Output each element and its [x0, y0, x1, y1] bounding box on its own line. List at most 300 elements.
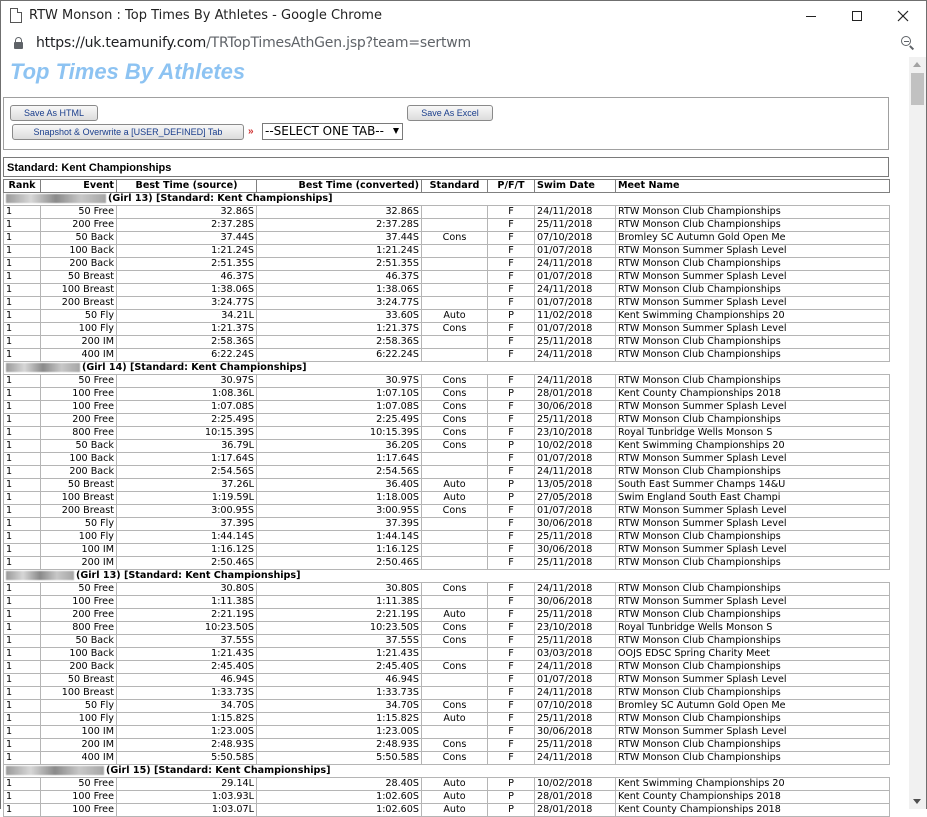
table-cell: [422, 557, 488, 570]
table-cell: 6:22.24S: [117, 349, 257, 362]
title-bar: [1, 1, 926, 31]
table-row: [4, 375, 890, 388]
table-cell: RTW Monson Club Championships: [616, 635, 890, 648]
table-row: [4, 648, 890, 661]
table-cell: 37.39S: [257, 518, 422, 531]
table-cell: 28/01/2018: [535, 791, 616, 804]
table-row: [4, 674, 890, 687]
table-cell: 2:21.19S: [257, 609, 422, 622]
table-cell: 200 IM: [41, 336, 117, 349]
table-cell: [422, 453, 488, 466]
table-cell: Cons: [422, 414, 488, 427]
table-cell: 01/07/2018: [535, 245, 616, 258]
table-cell: 32.86S: [117, 206, 257, 219]
table-cell: 36.20S: [257, 440, 422, 453]
table-cell: F: [488, 544, 535, 557]
table-cell: [422, 518, 488, 531]
column-header[interactable]: Best Time (converted): [257, 180, 422, 193]
athlete-group-row: [4, 362, 890, 375]
table-cell: 2:51.35S: [117, 258, 257, 271]
table-cell: Bromley SC Autumn Gold Open Me: [616, 700, 890, 713]
scrollbar-thumb[interactable]: [911, 73, 924, 105]
table-cell: 100 IM: [41, 726, 117, 739]
table-cell: F: [488, 466, 535, 479]
table-cell: 2:54.56S: [257, 466, 422, 479]
table-cell: 1: [4, 687, 41, 700]
table-cell: [422, 544, 488, 557]
table-cell: 1:38.06S: [117, 284, 257, 297]
table-cell: 50 Breast: [41, 674, 117, 687]
table-row: [4, 232, 890, 245]
table-cell: Auto: [422, 609, 488, 622]
table-cell: 50 Breast: [41, 479, 117, 492]
table-cell: F: [488, 219, 535, 232]
table-cell: Cons: [422, 427, 488, 440]
table-cell: F: [488, 700, 535, 713]
table-cell: 1:16.12S: [257, 544, 422, 557]
table-cell: RTW Monson Summer Splash Level: [616, 401, 890, 414]
table-cell: 1:33.73S: [117, 687, 257, 700]
table-cell: 46.94S: [257, 674, 422, 687]
table-cell: 1:11.38S: [117, 596, 257, 609]
snapshot-overwrite-button[interactable]: Snapshot & Overwrite a [USER_DEFINED] Tab: [12, 124, 244, 140]
table-cell: 1: [4, 609, 41, 622]
url-text[interactable]: [36, 35, 471, 51]
table-row: [4, 531, 890, 544]
table-cell: 34.21L: [117, 310, 257, 323]
redacted-name: [6, 571, 74, 580]
table-cell: 36.40S: [257, 479, 422, 492]
table-cell: 1: [4, 544, 41, 557]
column-header[interactable]: Meet Name: [616, 180, 890, 193]
table-cell: Swim England South East Champi: [616, 492, 890, 505]
close-icon: [897, 10, 909, 22]
table-cell: P: [488, 778, 535, 791]
table-cell: 46.37S: [117, 271, 257, 284]
table-cell: 3:00.95S: [257, 505, 422, 518]
table-cell: F: [488, 271, 535, 284]
table-row: [4, 622, 890, 635]
table-row: [4, 739, 890, 752]
table-cell: Auto: [422, 479, 488, 492]
table-cell: F: [488, 739, 535, 752]
close-button[interactable]: [880, 1, 926, 31]
table-cell: RTW Monson Club Championships: [616, 258, 890, 271]
table-cell: 28/01/2018: [535, 804, 616, 817]
table-row: [4, 258, 890, 271]
table-cell: RTW Monson Club Championships: [616, 752, 890, 765]
table-cell: F: [488, 661, 535, 674]
table-cell: [422, 531, 488, 544]
table-cell: 24/11/2018: [535, 284, 616, 297]
table-cell: 25/11/2018: [535, 336, 616, 349]
table-cell: 1:23.00S: [117, 726, 257, 739]
table-cell: 1: [4, 375, 41, 388]
table-cell: 2:37.28S: [257, 219, 422, 232]
table-cell: 200 Back: [41, 258, 117, 271]
table-cell: 2:58.36S: [257, 336, 422, 349]
table-cell: [422, 336, 488, 349]
table-cell: 2:50.46S: [257, 557, 422, 570]
scroll-up-icon[interactable]: [913, 62, 921, 67]
table-cell: 1:02.60S: [257, 791, 422, 804]
table-cell: Cons: [422, 583, 488, 596]
table-cell: 1: [4, 258, 41, 271]
column-header[interactable]: Standard: [422, 180, 488, 193]
table-cell: 100 Fly: [41, 713, 117, 726]
table-cell: P: [488, 804, 535, 817]
table-cell: RTW Monson Summer Splash Level: [616, 674, 890, 687]
table-cell: 50 Fly: [41, 310, 117, 323]
table-cell: 2:21.19S: [117, 609, 257, 622]
table-cell: RTW Monson Club Championships: [616, 661, 890, 674]
table-cell: 46.37S: [257, 271, 422, 284]
table-cell: F: [488, 349, 535, 362]
table-cell: South East Summer Champs 14&U: [616, 479, 890, 492]
table-cell: 1: [4, 310, 41, 323]
table-cell: 1: [4, 739, 41, 752]
table-cell: 1:21.24S: [117, 245, 257, 258]
table-cell: 1: [4, 531, 41, 544]
table-row: [4, 596, 890, 609]
table-cell: Cons: [422, 232, 488, 245]
table-row: [4, 427, 890, 440]
table-cell: 01/07/2018: [535, 453, 616, 466]
athlete-group-label: [4, 362, 890, 375]
table-cell: 1:02.60S: [257, 804, 422, 817]
column-header[interactable]: Best Time (source): [117, 180, 257, 193]
table-row: [4, 453, 890, 466]
table-cell: F: [488, 726, 535, 739]
table-cell: [422, 297, 488, 310]
table-cell: 2:45.40S: [117, 661, 257, 674]
table-cell: RTW Monson Summer Splash Level: [616, 505, 890, 518]
table-cell: 1: [4, 700, 41, 713]
table-cell: 1:21.24S: [257, 245, 422, 258]
table-cell: 100 Back: [41, 245, 117, 258]
table-cell: Cons: [422, 388, 488, 401]
table-row: [4, 271, 890, 284]
table-cell: 100 Breast: [41, 492, 117, 505]
table-cell: 1: [4, 635, 41, 648]
table-cell: Bromley SC Autumn Gold Open Me: [616, 232, 890, 245]
table-cell: P: [488, 791, 535, 804]
maximize-icon: [852, 11, 862, 21]
table-cell: F: [488, 258, 535, 271]
table-cell: 200 Free: [41, 414, 117, 427]
table-cell: Auto: [422, 791, 488, 804]
athlete-group-label: [4, 570, 890, 583]
table-cell: 30/06/2018: [535, 726, 616, 739]
table-row: [4, 544, 890, 557]
table-cell: 100 Free: [41, 791, 117, 804]
table-cell: 1: [4, 453, 41, 466]
table-cell: F: [488, 674, 535, 687]
table-cell: 11/02/2018: [535, 310, 616, 323]
table-cell: 1: [4, 583, 41, 596]
tab-select-value: --SELECT ONE TAB--: [265, 124, 384, 138]
table-cell: [422, 687, 488, 700]
table-cell: 30.97S: [257, 375, 422, 388]
table-cell: 50 Free: [41, 206, 117, 219]
table-cell: RTW Monson Club Championships: [616, 739, 890, 752]
table-cell: 1: [4, 284, 41, 297]
table-cell: Cons: [422, 752, 488, 765]
table-cell: 1: [4, 713, 41, 726]
table-cell: 50 Back: [41, 232, 117, 245]
table-cell: RTW Monson Summer Splash Level: [616, 323, 890, 336]
table-cell: 25/11/2018: [535, 414, 616, 427]
table-cell: RTW Monson Summer Splash Level: [616, 453, 890, 466]
table-cell: 25/11/2018: [535, 609, 616, 622]
table-cell: 10:15.39S: [257, 427, 422, 440]
table-cell: 1: [4, 518, 41, 531]
table-cell: RTW Monson Club Championships: [616, 557, 890, 570]
table-cell: 6:22.24S: [257, 349, 422, 362]
table-cell: 100 Back: [41, 453, 117, 466]
athlete-group-label: [4, 193, 890, 206]
table-cell: Cons: [422, 700, 488, 713]
table-cell: 01/07/2018: [535, 297, 616, 310]
table-cell: RTW Monson Club Championships: [616, 609, 890, 622]
table-cell: 1:15.82S: [117, 713, 257, 726]
lock-icon[interactable]: [14, 37, 23, 49]
table-cell: F: [488, 596, 535, 609]
table-cell: [422, 674, 488, 687]
table-cell: Auto: [422, 778, 488, 791]
table-cell: P: [488, 310, 535, 323]
table-cell: P: [488, 440, 535, 453]
url-host: https://uk.teamunify.com: [36, 35, 207, 51]
table-cell: 24/11/2018: [535, 258, 616, 271]
table-cell: 01/07/2018: [535, 674, 616, 687]
table-row: [4, 726, 890, 739]
table-cell: RTW Monson Summer Splash Level: [616, 297, 890, 310]
table-cell: 2:48.93S: [117, 739, 257, 752]
table-header-row: [4, 180, 890, 193]
window-title: RTW Monson : Top Times By Athletes - Google Chrome: [29, 8, 382, 23]
table-cell: F: [488, 518, 535, 531]
table-cell: 100 Free: [41, 596, 117, 609]
table-cell: 07/10/2018: [535, 700, 616, 713]
column-header[interactable]: Event: [41, 180, 117, 193]
table-cell: 1:11.38S: [257, 596, 422, 609]
table-cell: RTW Monson Club Championships: [616, 336, 890, 349]
table-cell: 1: [4, 479, 41, 492]
column-header[interactable]: Swim Date: [535, 180, 616, 193]
table-cell: 100 Fly: [41, 531, 117, 544]
tab-select-dropdown[interactable]: [262, 123, 403, 140]
table-cell: 50 Breast: [41, 271, 117, 284]
table-cell: P: [488, 388, 535, 401]
table-cell: 3:00.95S: [117, 505, 257, 518]
table-cell: 1:07.08S: [117, 401, 257, 414]
table-cell: [422, 284, 488, 297]
table-cell: 30.97S: [117, 375, 257, 388]
table-cell: F: [488, 245, 535, 258]
table-row: [4, 206, 890, 219]
table-cell: 1: [4, 388, 41, 401]
table-cell: 37.39S: [117, 518, 257, 531]
table-cell: 24/11/2018: [535, 752, 616, 765]
table-cell: 1: [4, 323, 41, 336]
table-cell: 1: [4, 674, 41, 687]
table-cell: 2:58.36S: [117, 336, 257, 349]
table-row: [4, 635, 890, 648]
scroll-down-icon[interactable]: [913, 799, 921, 804]
table-cell: 24/11/2018: [535, 349, 616, 362]
table-cell: Kent County Championships 2018: [616, 791, 890, 804]
minimize-button[interactable]: [788, 1, 834, 31]
page-content: [1, 57, 909, 815]
table-cell: RTW Monson Summer Splash Level: [616, 518, 890, 531]
table-cell: 1:23.00S: [257, 726, 422, 739]
athlete-group-row: [4, 193, 890, 206]
table-cell: 30.80S: [257, 583, 422, 596]
address-bar[interactable]: [1, 31, 926, 57]
table-cell: 1: [4, 427, 41, 440]
table-cell: 34.70S: [117, 700, 257, 713]
table-row: [4, 401, 890, 414]
table-cell: 1:03.93L: [117, 791, 257, 804]
table-cell: F: [488, 622, 535, 635]
table-cell: F: [488, 505, 535, 518]
table-cell: 50 Free: [41, 375, 117, 388]
table-cell: 200 Back: [41, 661, 117, 674]
table-cell: Kent County Championships 2018: [616, 804, 890, 817]
table-cell: Kent Swimming Championships 20: [616, 440, 890, 453]
table-cell: 34.70S: [257, 700, 422, 713]
table-row: [4, 284, 890, 297]
table-cell: 37.44S: [257, 232, 422, 245]
table-cell: OOJS EDSC Spring Charity Meet: [616, 648, 890, 661]
table-cell: [422, 466, 488, 479]
table-cell: 200 Breast: [41, 297, 117, 310]
table-cell: [422, 726, 488, 739]
redacted-name: [6, 766, 104, 775]
table-cell: 2:51.35S: [257, 258, 422, 271]
save-as-excel-button[interactable]: Save As Excel: [407, 105, 493, 121]
table-row: [4, 323, 890, 336]
table-cell: 25/11/2018: [535, 739, 616, 752]
table-cell: 5:50.58S: [257, 752, 422, 765]
table-cell: 10:23.50S: [257, 622, 422, 635]
maximize-button[interactable]: [834, 1, 880, 31]
table-cell: RTW Monson Club Championships: [616, 414, 890, 427]
page-icon: [10, 8, 22, 23]
table-cell: 24/11/2018: [535, 583, 616, 596]
table-row: [4, 336, 890, 349]
table-cell: 2:45.40S: [257, 661, 422, 674]
table-cell: 1:21.43S: [257, 648, 422, 661]
table-cell: 25/11/2018: [535, 219, 616, 232]
table-cell: P: [488, 479, 535, 492]
table-cell: Cons: [422, 622, 488, 635]
table-cell: 23/10/2018: [535, 622, 616, 635]
table-cell: RTW Monson Club Championships: [616, 375, 890, 388]
table-cell: 50 Back: [41, 635, 117, 648]
table-cell: 01/07/2018: [535, 271, 616, 284]
table-cell: Cons: [422, 375, 488, 388]
page-title: Top Times By Athletes: [10, 59, 246, 84]
table-cell: 100 Back: [41, 648, 117, 661]
table-cell: 30.80S: [117, 583, 257, 596]
table-cell: 10:15.39S: [117, 427, 257, 440]
table-cell: RTW Monson Summer Splash Level: [616, 271, 890, 284]
table-cell: 25/11/2018: [535, 635, 616, 648]
table-cell: F: [488, 401, 535, 414]
table-cell: F: [488, 336, 535, 349]
table-cell: 1: [4, 336, 41, 349]
vertical-scrollbar[interactable]: [909, 57, 926, 809]
table-cell: 1: [4, 661, 41, 674]
table-cell: 100 Breast: [41, 284, 117, 297]
table-cell: 1: [4, 778, 41, 791]
action-toolbar: [3, 97, 889, 150]
table-cell: 2:50.46S: [117, 557, 257, 570]
table-row: [4, 310, 890, 323]
table-cell: 50 Fly: [41, 700, 117, 713]
table-cell: Kent County Championships 2018: [616, 388, 890, 401]
table-cell: 10:23.50S: [117, 622, 257, 635]
url-path: /TRTopTimesAthGen.jsp?team=sertwm: [206, 35, 471, 51]
table-cell: 37.55S: [117, 635, 257, 648]
table-row: [4, 466, 890, 479]
table-cell: 01/07/2018: [535, 505, 616, 518]
column-header[interactable]: P/F/T: [488, 180, 535, 193]
table-cell: Kent Swimming Championships 20: [616, 310, 890, 323]
table-cell: 800 Free: [41, 622, 117, 635]
table-cell: 100 Free: [41, 804, 117, 817]
table-cell: F: [488, 297, 535, 310]
table-cell: 400 IM: [41, 752, 117, 765]
table-cell: F: [488, 687, 535, 700]
table-cell: RTW Monson Summer Splash Level: [616, 245, 890, 258]
table-cell: F: [488, 323, 535, 336]
table-cell: 29.14L: [117, 778, 257, 791]
table-cell: 1:21.37S: [117, 323, 257, 336]
table-cell: 13/05/2018: [535, 479, 616, 492]
table-cell: 01/07/2018: [535, 323, 616, 336]
column-header[interactable]: Rank: [4, 180, 41, 193]
group-label-text: (Girl 14) [Standard: Kent Championships]: [82, 362, 307, 373]
table-cell: 1: [4, 245, 41, 258]
table-cell: 1:33.73S: [257, 687, 422, 700]
table-cell: [422, 349, 488, 362]
double-arrow-icon: »: [248, 126, 254, 137]
table-cell: 24/11/2018: [535, 466, 616, 479]
table-row: [4, 349, 890, 362]
table-cell: 200 Free: [41, 219, 117, 232]
table-cell: 25/11/2018: [535, 713, 616, 726]
chevron-down-icon: [393, 128, 399, 134]
table-row: [4, 609, 890, 622]
table-cell: 1:38.06S: [257, 284, 422, 297]
table-cell: 1:08.36L: [117, 388, 257, 401]
table-cell: 10/02/2018: [535, 778, 616, 791]
table-row: [4, 583, 890, 596]
group-label-text: (Girl 15) [Standard: Kent Championships]: [106, 765, 331, 776]
zoom-icon[interactable]: [901, 36, 915, 50]
table-cell: 1: [4, 440, 41, 453]
standard-header: Standard: Kent Championships: [3, 157, 889, 177]
table-cell: F: [488, 531, 535, 544]
save-as-html-button[interactable]: Save As HTML: [10, 105, 98, 121]
table-cell: Cons: [422, 505, 488, 518]
table-cell: 1: [4, 206, 41, 219]
table-cell: 200 IM: [41, 739, 117, 752]
table-cell: [422, 258, 488, 271]
